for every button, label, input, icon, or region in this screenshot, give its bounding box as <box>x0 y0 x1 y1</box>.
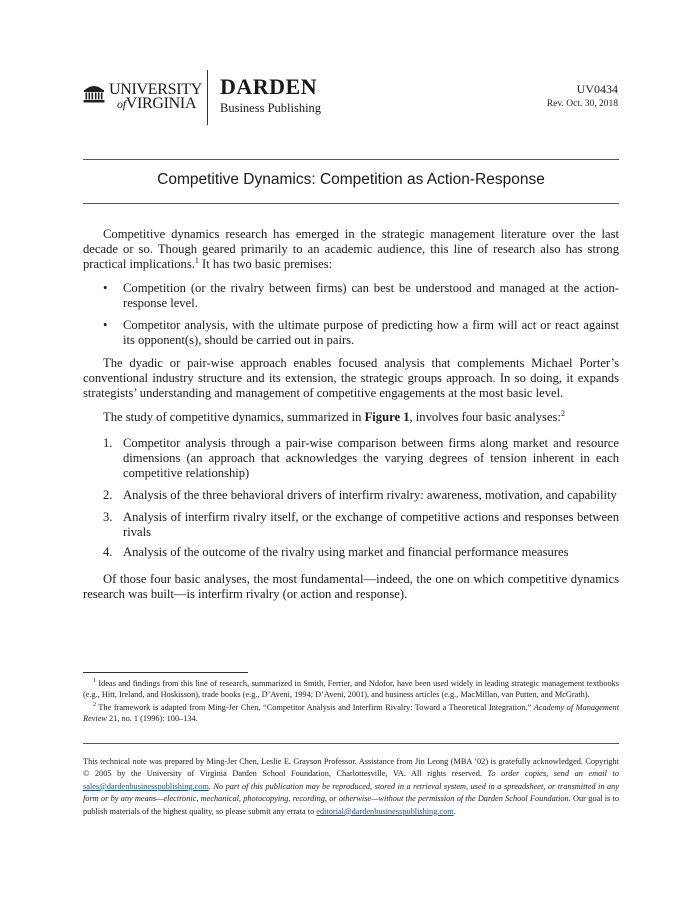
uva-wordmark-line1: UNIVERSITY <box>109 81 202 98</box>
study-paragraph: The study of competitive dynamics, summarized in Figure 1, involves four basic analyses:$^2$ <box>103 408 565 424</box>
footnote-2: $^2$ The framework is adapted from Ming-Jer Chen, “Competitor Analysis and Interfirm Rivalry: Toward a Theoretical Integration,” Academy of Management Review 21, no. 1 (1996): 100–134. <box>83 702 619 724</box>
copyright-rule <box>83 743 619 744</box>
logo-divider <box>207 70 208 125</box>
list-number: 1. <box>103 436 113 450</box>
bullet-item: • Competition (or the rivalry between firms) can best be understood and managed at the action-response level. <box>103 281 619 311</box>
footnote-1: $^1$ Ideas and findings from this line of research, summarized in Smith, Ferrier, and Ndofor, have been used widely in leading strategic management textbooks (e.g., Hitt, Ireland, and Hoskisson), trade books (e.g., D’Aveni, 1994; D’Aveni, 2001), and business articles (e.g., MacMillan, van Putten, and McGrath). <box>83 678 619 700</box>
uva-wordmark-line2: ofVIRGINIA <box>117 95 197 112</box>
dyadic-paragraph: The dyadic or pair-wise approach enables focused analysis that complements Michael Porter’s conventional industry structure and its extension, the strategic groups approach. In so doing, it expands strategists’ understanding and management of competitive engagements at the most basic level. <box>83 356 619 401</box>
list-number: 2. <box>103 488 113 502</box>
document-title: Competitive Dynamics: Competition as Action-Response <box>157 171 545 188</box>
title-bottom-rule <box>83 203 619 204</box>
numbered-item: 4. Analysis of the outcome of the rivalry using market and financial performance measures <box>103 545 569 559</box>
numbered-item: 1. Competitor analysis through a pair-wise comparison between firms along market and resource dimensions (an approach that acknowledges the varying degrees of tension inherent in each competitive relationship) <box>103 436 619 481</box>
document-meta <box>547 82 618 109</box>
footnotes <box>83 678 619 726</box>
closing-paragraph: Of those four basic analyses, the most fundamental—indeed, the one on which competitive dynamics research was built—is interfirm rivalry (or action and response). <box>83 572 619 602</box>
numbered-item: 2. Analysis of the three behavioral drivers of interfirm rivalry: awareness, motivation, and capability <box>103 488 617 502</box>
bullet-item: • Competitor analysis, with the ultimate purpose of predicting how a firm will act or react against its opponent(s), should be carried out in pairs. <box>103 318 619 348</box>
list-number: 3. <box>103 510 113 524</box>
sales-email-link[interactable]: sales@dardenbusinesspublishing.com <box>83 781 209 791</box>
intro-paragraph: Competitive dynamics research has emerged in the strategic management literature over the last decade or so. Though geared primarily to an academic audience, this line of research also has strong practical implications.$^1$ It has two basic premises: <box>83 227 619 272</box>
title-top-rule <box>83 159 619 160</box>
darden-logo <box>220 76 321 116</box>
footnote-ref-1[interactable]: 1 <box>194 256 199 266</box>
publisher-subtitle: Business Publishing <box>220 101 322 115</box>
document-id: UV0434 <box>576 82 618 96</box>
page-header <box>83 70 618 130</box>
rotunda-icon <box>83 83 105 103</box>
errata-email-link[interactable]: editorial@dardenbusinesspublishing.com <box>316 806 454 816</box>
footnote-rule <box>83 672 248 673</box>
figure-reference: Figure 1 <box>364 410 410 424</box>
uva-logo <box>83 83 202 111</box>
bullet-icon: • <box>103 281 108 295</box>
publisher-name: DARDEN <box>220 74 318 99</box>
list-number: 4. <box>103 545 113 559</box>
bullet-icon: • <box>103 318 108 332</box>
copyright-notice: This technical note was prepared by Ming-Jer Chen, Leslie E. Grayson Professor. Assistance from Jin Leong (MBA ’02) is gratefully acknowledged. Copyright © 2005 by the University of Virginia Darden School Foundation, Charlottesville, VA. All rights reserved. To order copies, send an email to sales@dardenbusinesspublishing.com. No part of this publication may be reproduced, stored in a retrieval system, used in a spreadsheet, or transmitted in any form or by any means—electronic, mechanical, photocopying, recording, or otherwise—without the permission of the Darden School Foundation. Our goal is to publish materials of the highest quality, so please submit any errata to editorial@dardenbusinesspublishing.com. <box>83 757 619 816</box>
revision-date: Rev. Oct. 30, 2018 <box>546 99 618 109</box>
footnote-ref-2[interactable]: 2 <box>560 408 565 418</box>
numbered-item: 3. Analysis of interfirm rivalry itself, or the exchange of competitive actions and responses between rivals <box>103 510 619 540</box>
